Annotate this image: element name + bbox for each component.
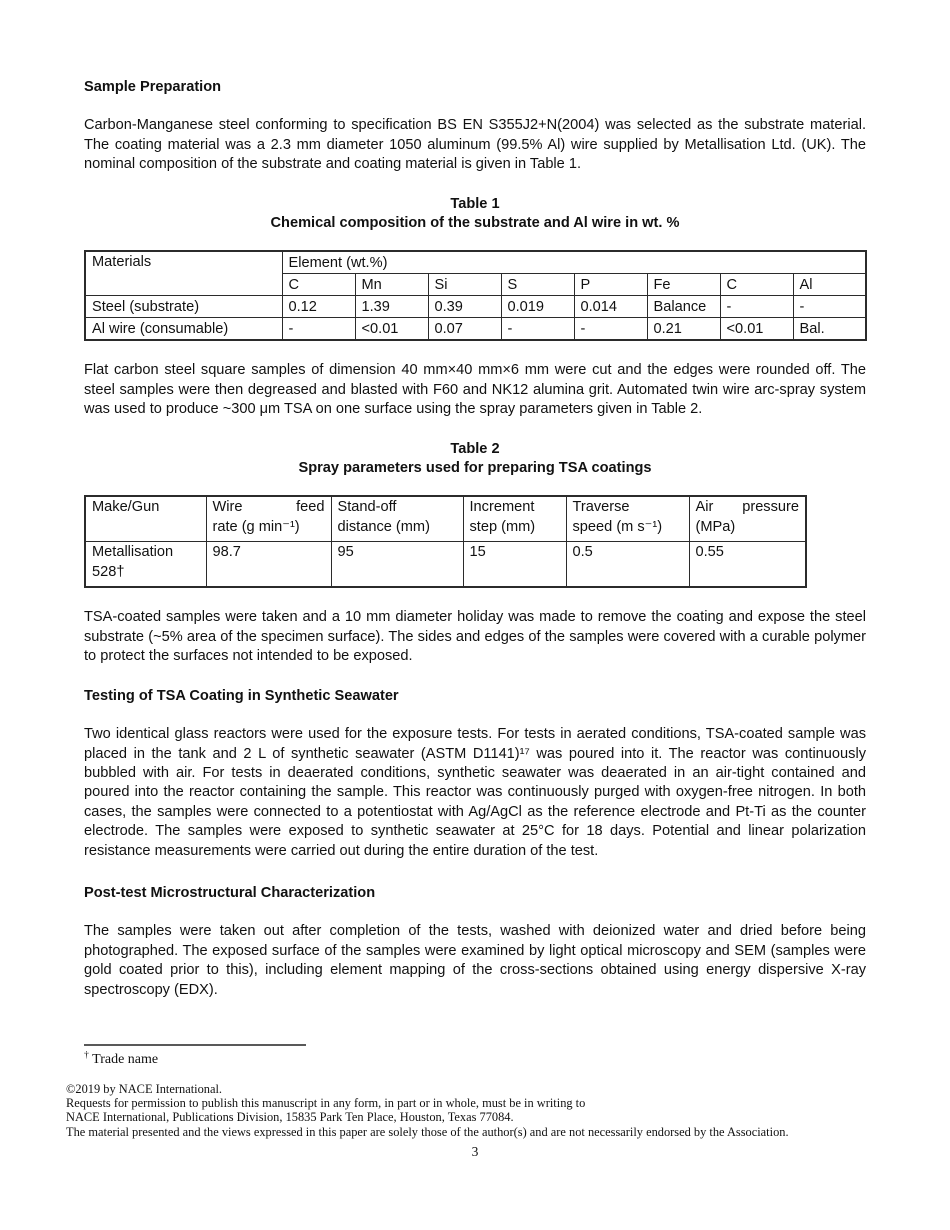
table2-cell-value: 98.7 [206, 542, 331, 588]
table1-col-mn: Mn [355, 274, 428, 296]
table1-row-steel [85, 296, 866, 318]
table1-col-p: P [574, 274, 647, 296]
table2-cell-value: 0.5 [566, 542, 689, 588]
table2-header-line: Stand-off [337, 499, 397, 516]
table2-spray-parameters [84, 495, 807, 588]
table2-data-row [85, 542, 806, 588]
table1-cell-value: 0.39 [428, 296, 501, 318]
table1-header-element: Element (wt.%) [282, 251, 866, 274]
table2-header-line: (MPa) [695, 518, 736, 535]
paragraph-holiday-preparation: TSA-coated samples were taken and a 10 mm diameter holiday was made to remove the coating and expose the steel substrate (~5% area of the specimen surface). The sides and edges of the samples were covered with a curable polymer to protect the surfaces not intended to be exposed. [84, 609, 866, 665]
table2-col-traverse-speed [566, 496, 689, 542]
copyright-footer [66, 1082, 866, 1139]
table1-row-al-wire [85, 318, 866, 341]
table1-cell-value: - [720, 296, 793, 318]
table2-col-increment-step [463, 496, 566, 542]
table2-caption [84, 440, 866, 479]
paragraph-substrate-material: Carbon-Manganese steel conforming to specification BS EN S355J2+N(2004) was selected as the substrate material. The coating material was a 2.3 mm diameter 1050 aluminum (99.5% Al) wire supplied by Metallisation Ltd. (UK). The nominal composition of the substrate and coating material is given in Table 1. [84, 117, 866, 173]
table2-header-line: Air pressure [695, 499, 799, 516]
table2-header-line: rate (g min⁻¹) [212, 518, 300, 535]
table1-caption [84, 195, 866, 234]
table2-cell-value: 95 [331, 542, 463, 588]
heading-testing-tsa: Testing of TSA Coating in Synthetic Seawater [84, 687, 399, 704]
table1-cell-value: 1.39 [355, 296, 428, 318]
table1-cell-value: 0.12 [282, 296, 355, 318]
table2-header-line: Increment [469, 499, 535, 516]
paragraph-sample-cutting: Flat carbon steel square samples of dimension 40 mm×40 mm×6 mm were cut and the edges were rounded off. The steel samples were then degreased and blasted with F60 and NK12 alumina grit. Automated twin wire arc-spray system was used to produce ~300 μm TSA on one surface using the spray parameters given in Table 2. [84, 362, 866, 418]
table1-chemical-composition [84, 250, 867, 341]
table1-col-al: Al [793, 274, 866, 296]
table1-caption-number: Table 1 [450, 195, 500, 212]
table2-header-row [85, 496, 806, 542]
table2-cell-value: 0.55 [689, 542, 806, 588]
table2-header-line: step (mm) [469, 518, 536, 535]
table1-caption-title: Chemical composition of the substrate and Al wire in wt. % [270, 215, 680, 232]
table1-cell-value: 0.014 [574, 296, 647, 318]
heading-post-test: Post-test Microstructural Characterization [84, 884, 376, 901]
table2-header-line: speed (m s⁻¹) [572, 518, 663, 535]
table2-header-line: Wire feed [212, 499, 325, 516]
table1-col-fe: Fe [647, 274, 720, 296]
table1-cell-value: - [501, 318, 574, 341]
table1-cell-value: Bal. [793, 318, 866, 341]
table1-cell-value: - [574, 318, 647, 341]
table1-cell-value: 0.019 [501, 296, 574, 318]
table2-caption-title: Spray parameters used for preparing TSA coatings [298, 460, 652, 477]
table2-col-wire-feed-rate [206, 496, 331, 542]
table1-col-c: C [282, 274, 355, 296]
table2-header-line: distance (mm) [337, 518, 430, 535]
heading-sample-preparation: Sample Preparation [84, 79, 222, 95]
table1-col-s: S [501, 274, 574, 296]
paragraph-exposure-tests: Two identical glass reactors were used for the exposure tests. For tests in aerated conditions, TSA-coated sample was placed in the tank and 2 L of synthetic seawater (ASTM D1141)¹⁷ was poured into it. The reactor was continuously bubbled with air. For tests in deaerated conditions, synthetic seawater was deaerated in an air-tight contained and poured into the reactor containing the sample. This reactor was continuously purged with oxygen-free nitrogen. In both cases, the samples were connected to a potentiostat with Ag/AgCl as the reference electrode and Pt-Ti as the counter electrode. The samples were exposed to synthetic seawater at 25°C for 18 days. Potential and linear polarization resistance measurements were carried out during the entire duration of the test. [84, 726, 866, 859]
table1-cell-value: Balance [647, 296, 720, 318]
table1-col-si: Si [428, 274, 501, 296]
footer-line-address: NACE International, Publications Division, 15835 Park Ten Place, Houston, Texas 77084. [66, 1110, 514, 1125]
paragraph-microstructural: The samples were taken out after completion of the tests, washed with deionized water and dried before being photographed. The exposed surface of the samples were examined by light optical microscopy and SEM (samples were gold coated prior to this), including element mapping of the cross-sections obtained using energy dispersive X-ray spectroscopy (EDX). [84, 923, 866, 998]
table2-caption-number: Table 2 [450, 440, 500, 457]
footer-line-permissions: Requests for permission to publish this manuscript in any form, in part or in whole, must be in writing to [66, 1096, 586, 1111]
table1-cell-value: - [282, 318, 355, 341]
table1-cell-material: Al wire (consumable) [85, 318, 282, 341]
footnote-text: Trade name [92, 1051, 159, 1067]
page-number: 3 [471, 1143, 479, 1159]
table2-col-make-gun [85, 496, 206, 542]
table1-cell-value: - [793, 296, 866, 318]
table1-cell-value: 0.07 [428, 318, 501, 341]
table1-cell-material: Steel (substrate) [85, 296, 282, 318]
table1-cell-value: 0.21 [647, 318, 720, 341]
footnote-trade-name [84, 1051, 866, 1069]
table2-header-line: Traverse [572, 499, 630, 516]
table2-cell-make: Metallisation 528† [85, 542, 206, 588]
table2-col-air-pressure [689, 496, 806, 542]
dagger-symbol: † [84, 1049, 89, 1061]
footnote-separator [84, 1044, 306, 1046]
table2-cell-value: 15 [463, 542, 566, 588]
table1-header-row-1 [85, 251, 866, 274]
footer-line-copyright: ©2019 by NACE International. [66, 1081, 223, 1096]
footer-line-disclaimer: The material presented and the views expressed in this paper are solely those of the author(s) and are not necessarily endorsed by the Association. [66, 1124, 789, 1139]
table1-header-materials: Materials [85, 251, 282, 296]
table1-cell-value: <0.01 [355, 318, 428, 341]
table2-col-standoff-distance [331, 496, 463, 542]
table1-col-c2: C [720, 274, 793, 296]
table1-cell-value: <0.01 [720, 318, 793, 341]
table2-header-line: Make/Gun [92, 499, 160, 516]
